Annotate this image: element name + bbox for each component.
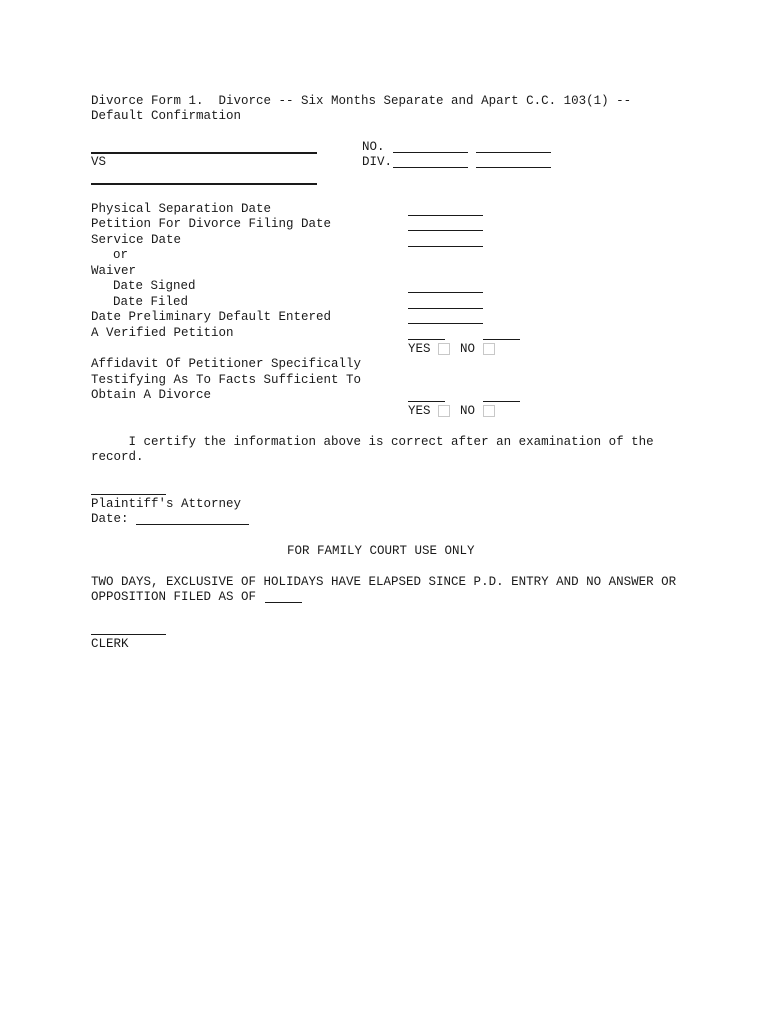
verified-petition-yes-label: YES bbox=[408, 342, 431, 356]
court-statement-line2: OPPOSITION FILED AS OF bbox=[91, 590, 257, 604]
division-label: DIV. bbox=[362, 155, 393, 169]
affidavit-yes-label: YES bbox=[408, 404, 431, 418]
case-no-blank-2[interactable] bbox=[476, 152, 551, 153]
family-court-heading: FOR FAMILY COURT USE ONLY bbox=[287, 544, 475, 558]
service-date-blank[interactable] bbox=[408, 246, 483, 247]
physical-separation-date-label: Physical Separation Date bbox=[91, 202, 272, 216]
petition-filing-date-label: Petition For Divorce Filing Date bbox=[91, 217, 332, 231]
affidavit-no-label: NO bbox=[460, 404, 476, 418]
clerk-signature-line[interactable] bbox=[91, 634, 166, 635]
certification-line2: record. bbox=[91, 450, 144, 464]
form-title-line1: Divorce Form 1. Divorce -- Six Months Separate and Apart C.C. 103(1) -- bbox=[91, 94, 632, 108]
vs-label: VS bbox=[91, 155, 107, 169]
affidavit-label-line2: Testifying As To Facts Sufficient To bbox=[91, 373, 362, 387]
form-title-line2: Default Confirmation bbox=[91, 109, 242, 123]
physical-separation-date-blank[interactable] bbox=[408, 215, 483, 216]
affidavit-label-line3: Obtain A Divorce bbox=[91, 388, 212, 402]
petition-filing-date-blank[interactable] bbox=[408, 230, 483, 231]
preliminary-default-label: Date Preliminary Default Entered bbox=[91, 310, 332, 324]
attorney-date-label: Date: bbox=[91, 512, 129, 526]
case-no-blank-1[interactable] bbox=[393, 152, 468, 153]
opposition-date-blank[interactable] bbox=[265, 602, 302, 603]
preliminary-default-blank[interactable] bbox=[408, 323, 483, 324]
verified-petition-yes-blank[interactable] bbox=[408, 339, 445, 340]
waiver-label: Waiver bbox=[91, 264, 137, 278]
date-filed-blank[interactable] bbox=[408, 308, 483, 309]
court-statement-line1: TWO DAYS, EXCLUSIVE OF HOLIDAYS HAVE ELAPSED SINCE P.D. ENTRY AND NO ANSWER OR bbox=[91, 575, 677, 589]
certification-line1: I certify the information above is correct after an examination of the bbox=[91, 435, 654, 449]
division-blank-1[interactable] bbox=[393, 167, 468, 168]
affidavit-no-blank[interactable] bbox=[483, 401, 520, 402]
attorney-date-blank[interactable] bbox=[136, 524, 249, 525]
verified-petition-yes-checkbox[interactable] bbox=[438, 343, 450, 355]
affidavit-no-checkbox[interactable] bbox=[483, 405, 495, 417]
date-signed-label: Date Signed bbox=[113, 279, 196, 293]
verified-petition-no-checkbox[interactable] bbox=[483, 343, 495, 355]
date-signed-blank[interactable] bbox=[408, 292, 483, 293]
or-label: or bbox=[113, 248, 129, 262]
verified-petition-no-blank[interactable] bbox=[483, 339, 520, 340]
affidavit-yes-checkbox[interactable] bbox=[438, 405, 450, 417]
verified-petition-no-label: NO bbox=[460, 342, 476, 356]
defendant-name-line[interactable] bbox=[91, 183, 317, 185]
clerk-label: CLERK bbox=[91, 637, 129, 651]
affidavit-yes-blank[interactable] bbox=[408, 401, 445, 402]
plaintiff-name-line[interactable] bbox=[91, 152, 317, 154]
attorney-signature-line[interactable] bbox=[91, 494, 166, 495]
service-date-label: Service Date bbox=[91, 233, 182, 247]
case-no-label: NO. bbox=[362, 140, 385, 154]
affidavit-label-line1: Affidavit Of Petitioner Specifically bbox=[91, 357, 362, 371]
verified-petition-label: A Verified Petition bbox=[91, 326, 234, 340]
date-filed-label: Date Filed bbox=[113, 295, 189, 309]
division-blank-2[interactable] bbox=[476, 167, 551, 168]
attorney-label: Plaintiff's Attorney bbox=[91, 497, 242, 511]
